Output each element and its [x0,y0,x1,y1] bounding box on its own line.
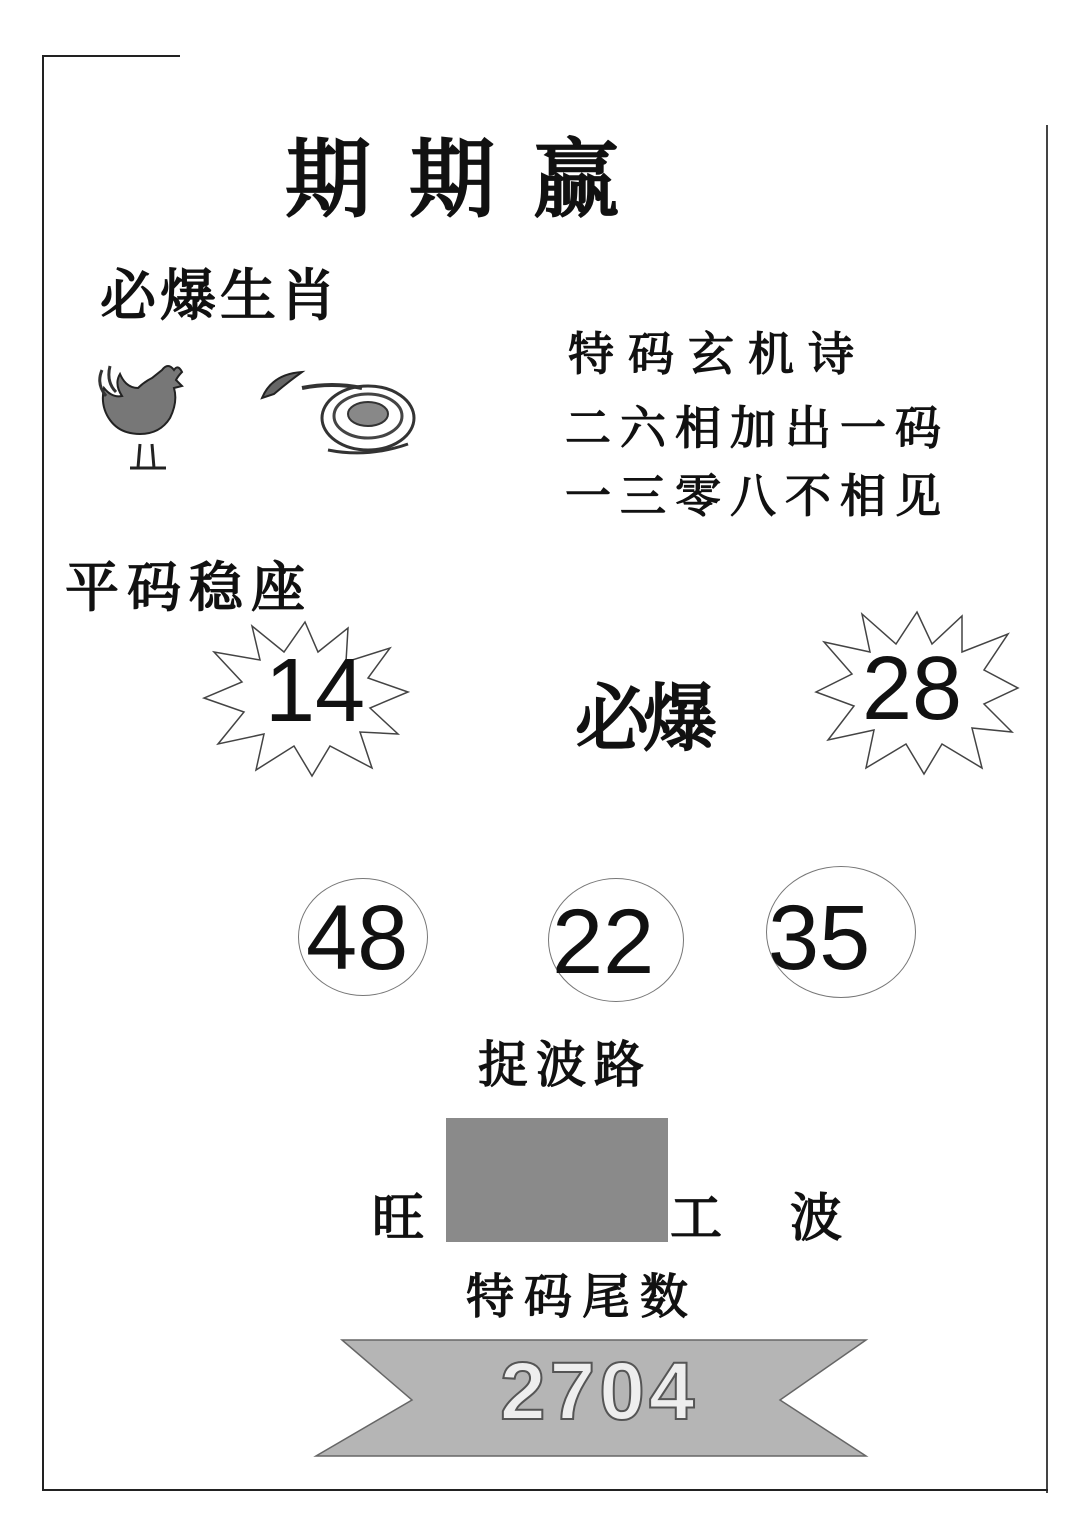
circled-number-3: 35 [768,887,871,989]
page-title: 期期赢 [285,129,657,230]
circled-number-2: 22 [552,891,655,993]
tail-number: 2704 [500,1346,699,1437]
grey-block [446,1118,668,1242]
border-left [42,55,44,1490]
wave-right-char: 波 [790,1189,843,1249]
rooster-icon [92,360,192,475]
hot-label: 必爆 [575,676,711,762]
flat-code-heading: 平码稳座 [65,556,313,619]
poem-line-1: 二六相加出一码 [565,401,950,455]
flat-number-right: 28 [862,639,963,739]
zodiac-heading: 必爆生肖 [100,264,340,329]
wave-left-char: 旺 [372,1189,425,1249]
border-top [42,55,180,57]
circled-number-1: 48 [306,887,409,989]
flat-number-left: 14 [265,641,366,741]
poem-heading: 特码玄机诗 [568,327,868,381]
border-bottom [42,1489,1048,1491]
wave-heading: 捉波路 [478,1036,652,1094]
border-right [1046,125,1048,1493]
tail-heading: 特码尾数 [466,1269,699,1325]
poem-line-2: 一三零八不相见 [565,469,950,523]
snake-icon [258,366,418,461]
wave-middle-char: 工 [670,1189,723,1249]
